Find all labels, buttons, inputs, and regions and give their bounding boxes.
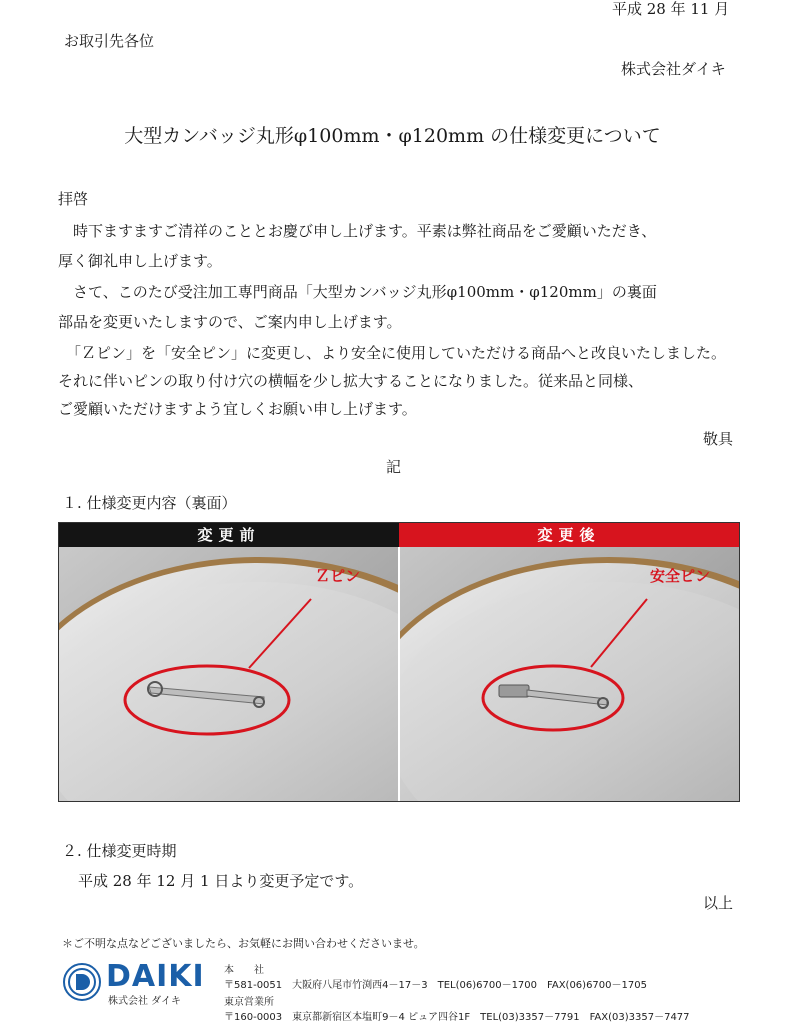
body-line-1: 時下ますますご清祥のこととお慶び申し上げます。平素は弊社商品をご愛顧いただき、 [58, 222, 657, 240]
section2-text: 平成 28 年 12 月 1 日より変更予定です。 [78, 872, 364, 890]
badge-back-safety-pin-image [399, 547, 739, 801]
footnote: ＊ご不明な点などございましたら、お気軽にお問い合わせくださいませ。 [62, 937, 425, 950]
page-title: 大型カンバッジ丸形φ100mm・φ120mm の仕様変更について [124, 125, 661, 147]
badge-back-zpin-image [59, 547, 399, 801]
hq-address: 〒581-0051 大阪府八尾市竹渕西4－17－3 TEL(06)6700－1700 FAX(06)6700－1705 [224, 980, 647, 991]
body-line-7: ご愛顧いただけますよう宜しくお願い申し上げます。 [58, 400, 417, 418]
body-line-5: 「Ｚピン」を「安全ピン」に変更し、より安全に使用していただける商品へと改良いたしました。 [66, 344, 727, 362]
ki-marker: 記 [386, 458, 402, 476]
recipient: お取引先各位 [64, 32, 155, 50]
before-photo [59, 547, 399, 801]
ijou: 以上 [703, 894, 734, 912]
tokyo-address: 〒160-0003 東京都新宿区本塩町9－4 ピュア四谷1F TEL(03)3357－7791 FAX(03)3357－7477 [224, 1012, 690, 1023]
after-photo [399, 547, 739, 801]
panel-divider [398, 547, 400, 801]
section2-heading: ２. 仕様変更時期 [62, 842, 177, 860]
body-line-4: 部品を変更いたしますので、ご案内申し上げます。 [58, 313, 402, 331]
body-line-2: 厚く御礼申し上げます。 [58, 252, 222, 270]
section1-heading: １. 仕様変更内容（裏面） [62, 494, 237, 512]
logo-text: DAIKI [106, 959, 205, 994]
company-logo [62, 958, 212, 1020]
document-date: 平成 28 年 11 月 [612, 0, 730, 18]
logo-subtext: 株式会社 ダイキ [108, 996, 181, 1007]
sender: 株式会社ダイキ [621, 60, 726, 78]
safety-pin-callout: 安全ピン [650, 567, 711, 585]
closing-keigu: 敬具 [703, 430, 734, 448]
after-header: 変更後 [399, 523, 739, 547]
daiki-logo-icon [62, 962, 102, 1002]
tokyo-label: 東京営業所 [224, 997, 274, 1008]
body-line-6: それに伴いピンの取り付け穴の横幅を少し拡大することになりました。従来品と同様、 [58, 372, 644, 390]
salutation: 拝啓 [58, 190, 89, 208]
comparison-panel [58, 522, 740, 802]
hq-label: 本 社 [224, 965, 264, 976]
zpin-callout: Ｚピン [315, 567, 361, 585]
body-line-3: さて、このたび受注加工専門商品「大型カンバッジ丸形φ100mm・φ120mm」の裏面 [58, 283, 657, 301]
before-header: 変更前 [59, 523, 399, 547]
